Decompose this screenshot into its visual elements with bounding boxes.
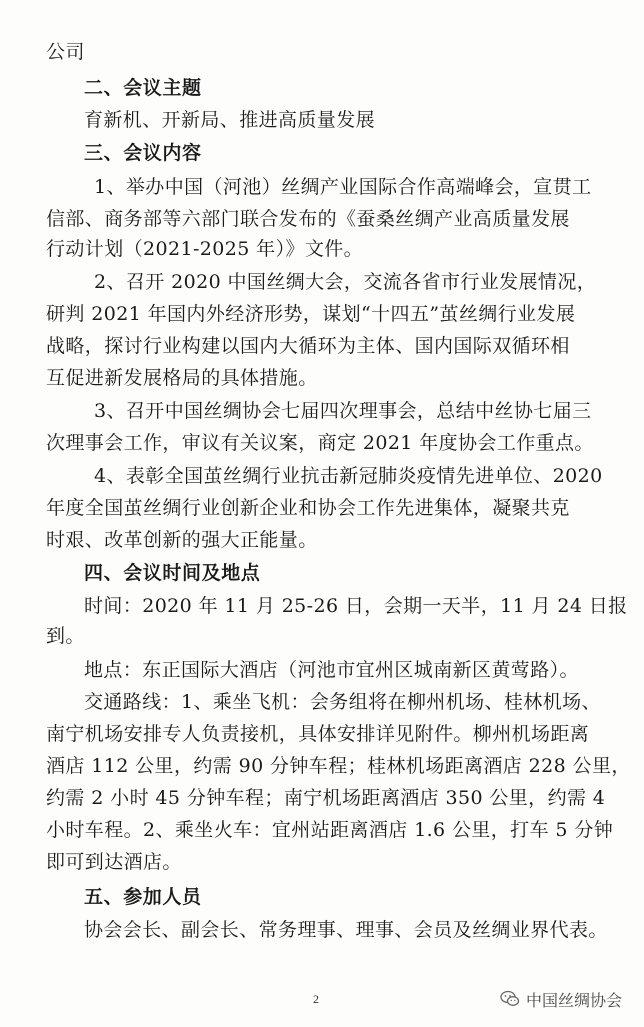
text-line: 3、召开中国丝绸协会七届四次理事会，总结中丝协七届三 xyxy=(94,400,592,422)
section-heading: 三、会议内容 xyxy=(84,142,202,164)
text-line: 时间：2020 年 11 月 25-26 日，会期一天半，11 月 24 日报 xyxy=(84,595,628,617)
text-line: 时艰、改革创新的强大正能量。 xyxy=(46,529,318,551)
text-line: 小时车程。2、乘坐火车：宜州站距离酒店 1.6 公里，打车 5 分钟 xyxy=(46,819,614,841)
text-line: 1、举办中国（河池）丝绸产业国际合作高端峰会，宣贯工 xyxy=(94,176,592,198)
text-line: 育新机、开新局、推进高质量发展 xyxy=(84,109,376,131)
watermark-text: 中国丝绸协会 xyxy=(526,990,623,1010)
text-line: 研判 2021 年国内外经济形势，谋划“十四五”茧丝绸行业发展 xyxy=(46,303,576,325)
text-line: 南宁机场安排专人负责接机，具体安排详见附件。柳州机场距离 xyxy=(46,723,590,745)
text-line: 互促进新发展格局的具体措施。 xyxy=(46,367,318,389)
text-line: 公司 xyxy=(46,41,85,63)
text-line: 交通路线：1、乘坐飞机：会务组将在柳州机场、桂林机场、 xyxy=(84,691,601,713)
text-line: 协会会长、副会长、常务理事、理事、会员及丝绸业界代表。 xyxy=(84,919,608,941)
section-heading: 四、会议时间及地点 xyxy=(84,562,261,584)
text-line: 年度全国茧丝绸行业创新企业和协会工作先进集体，凝聚共克 xyxy=(46,497,570,519)
text-line: 到。 xyxy=(46,625,85,647)
section-heading: 五、参加人员 xyxy=(84,886,202,908)
text-line: 战略，探讨行业构建以国内大循环为主体、国内国际双循环相 xyxy=(46,335,570,357)
text-line: 约需 2 小时 45 分钟车程；南宁机场距离酒店 350 公里，约需 4 xyxy=(46,787,606,809)
text-line: 信部、商务部等六部门联合发布的《蚕桑丝绸产业高质量发展 xyxy=(46,208,570,230)
text-line: 2、召开 2020 中国丝绸大会，交流各省市行业发展情况， xyxy=(94,271,597,293)
wechat-icon xyxy=(500,990,520,1008)
text-line: 次理事会工作，审议有关议案，商定 2021 年度协会工作重点。 xyxy=(46,432,594,454)
page-number: 2 xyxy=(313,992,319,1006)
text-line: 地点：东正国际大酒店（河池市宜州区城南新区黄莺路）。 xyxy=(84,659,579,681)
watermark xyxy=(500,987,622,1011)
text-line: 即可到达酒店。 xyxy=(46,851,182,873)
section-heading: 二、会议主题 xyxy=(84,77,202,99)
text-line: 行动计划（2021-2025 年）》文件。 xyxy=(46,238,364,260)
text-line: 4、表彰全国茧丝绸行业抗击新冠肺炎疫情先进单位、2020 xyxy=(94,465,603,487)
text-line: 酒店 112 公里，约需 90 分钟车程；桂林机场距离酒店 228 公里， xyxy=(46,755,631,777)
